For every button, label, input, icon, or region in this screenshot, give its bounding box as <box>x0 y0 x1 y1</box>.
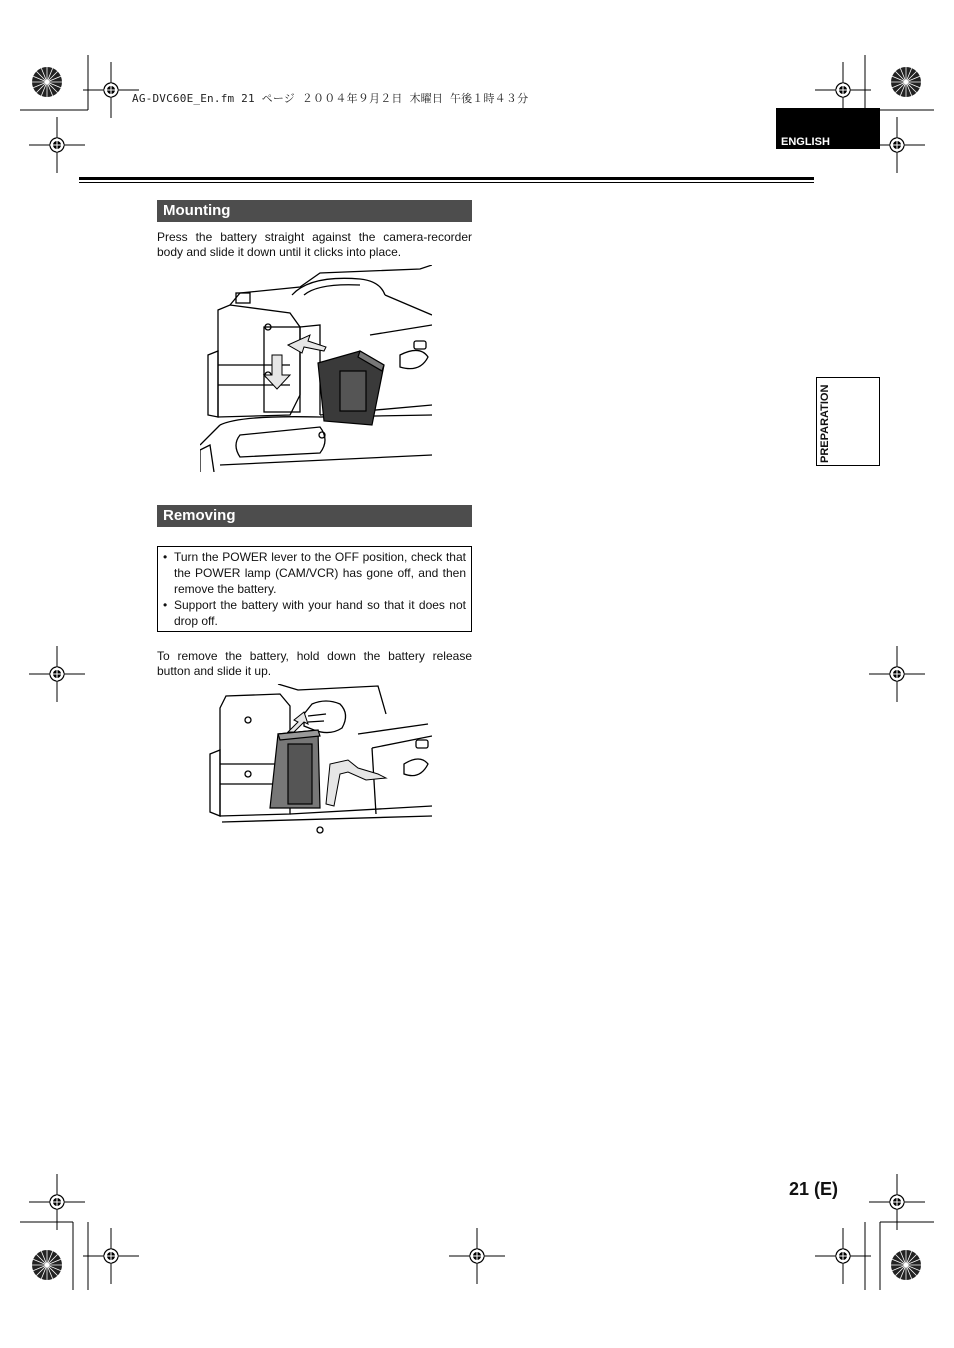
page-number: 21 (E) <box>788 1179 838 1199</box>
print-header: AG-DVC60E_En.fm 21 ページ ２００４年９月２日 木曜日 午後１時４３分 <box>132 92 529 105</box>
language-tab-label: ENGLISH <box>781 136 830 148</box>
caution-note: • Support the battery with your hand so that it does not drop off. <box>163 597 466 629</box>
caution-note: • Turn the POWER lever to the OFF position, check that the POWER lamp (CAM/VCR) has gone off, and then remove the battery. <box>163 549 466 597</box>
battery-mounting-illustration <box>200 265 432 472</box>
section-tab <box>816 377 880 466</box>
header-rule <box>79 177 814 180</box>
mounting-text: Press the battery straight against the camera-recorder body and slide it down until it clicks into place. <box>157 230 472 259</box>
battery-removing-illustration <box>208 684 432 834</box>
removing-text: To remove the battery, hold down the battery release button and slide it up. <box>157 649 472 678</box>
header-rule-thin <box>79 182 814 183</box>
caution-notes <box>157 546 472 632</box>
section-tab-label: PREPARATION <box>819 384 831 463</box>
mounting-heading: Mounting <box>157 200 472 222</box>
language-tab <box>776 108 880 149</box>
removing-heading: Removing <box>157 505 472 527</box>
